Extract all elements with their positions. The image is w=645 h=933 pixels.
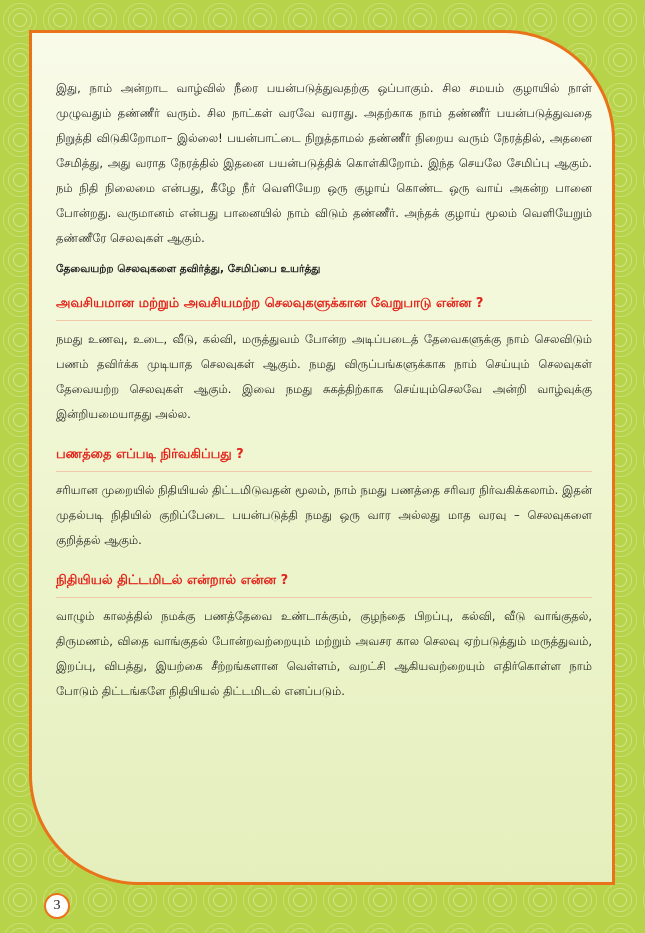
divider <box>56 597 592 598</box>
page-number: 3 <box>44 893 70 919</box>
section-heading-expenses: அவசியமான மற்றும் அவசியமற்ற செலவுகளுக்கான வேறுபாடு என்ன ? <box>56 296 484 311</box>
divider <box>56 320 592 321</box>
intro-paragraph: இது, நாம் அன்றாட வாழ்வில் நீரை பயன்படுத்துவதற்கு ஒப்பாகும். சில சமயம் குழாயில் நாள் முழுவதும் தண்ணீர் வரும். சில நாட்கள் வரவே வராது. அதற்காக நாம் தண்ணீர் பயன்படுத்துவதை நிறுத்தி விடுகிறோமா– இல்லை! பயன்பாட்டை நிறுத்தாமல் தண்ணீர் நிறைய வரும் நேரத்தில், அதனை சேமித்து, அது வராத நேரத்தில் இதனை பயன்படுத்திக் கொள்கிறோம். இந்த செயலே சேமிப்பு ஆகும். நம் நிதி நிலைமை என்பது, கீழே நீர் வெளியேற ஒரு குழாய் கொண்ட ஒரு வாய் அகன்ற பானை போன்றது. வருமானம் என்பது பானையில் நாம் விடும் தண்ணீர். அந்தக் குழாய் மூலம் வெளியேறும் தண்ணீரே செலவுகள் ஆகும். <box>56 81 592 245</box>
section-text-expenses: நமது உணவு, உடை, வீடு, கல்வி, மருத்துவம் போன்ற அடிப்படைத் தேவைகளுக்கு நாம் செலவிடும் பணம் தவிர்க்க முடியாத செலவுகள் ஆகும். நமது விருப்பங்களுக்காக நாம் செய்யும் செலவுகள் தேவையற்ற செலவுகள் ஆகும். இவை நமது சுகத்திற்காக செய்யும்செலவே அன்றி வாழ்வுக்கு இன்றியமையாதது அல்ல. <box>56 332 592 421</box>
page-content <box>56 76 592 704</box>
section-text-money-management: சரியான முறையில் நிதியியல் திட்டமிடுவதன் மூலம், நாம் நமது பணத்தை சரிவர நிர்வகிக்கலாம். இதன் முதல்படி நிதியில் குறிப்பேடை பயன்படுத்தி நமது ஒரு வார அல்லது மாத வரவு – செலவுகளை குறித்தல் ஆகும். <box>56 483 592 547</box>
section-heading-money-management: பணத்தை எப்படி நிர்வகிப்பது ? <box>56 447 244 462</box>
divider <box>56 471 592 472</box>
savings-tagline: தேவையற்ற செலவுகளை தவிர்த்து, சேமிப்பை உயர்த்து <box>56 263 321 275</box>
section-heading-financial-planning: நிதியியல் திட்டமிடல் என்றால் என்ன ? <box>56 573 289 588</box>
section-text-financial-planning: வாழும் காலத்தில் நமக்கு பணத்தேவை உண்டாக்கும், குழந்தை பிறப்பு, கல்வி, வீடு வாங்குதல், திருமணம், விதை வாங்குதல் போன்றவற்றையும் மற்றும் அவசர கால செலவு ஏற்படுத்தும் மருத்துவம், இறப்பு, விபத்து, இயற்கை சீற்றங்களான வெள்ளம், வறட்சி ஆகியவற்றையும் எதிர்கொள்ள நாம் போடும் திட்டங்களே நிதியியல் திட்டமிடல் எனப்படும். <box>56 609 592 698</box>
